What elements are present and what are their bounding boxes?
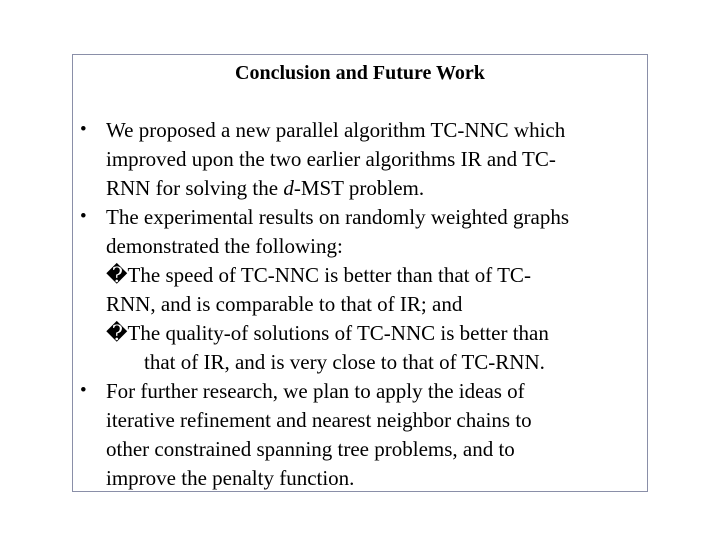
- subitem-marker-icon: �: [106, 263, 128, 287]
- math-variable-d: d: [283, 176, 294, 200]
- bullet-marker: •: [80, 380, 87, 401]
- subitem-1-line-2: RNN, and is comparable to that of IR; and: [106, 292, 463, 316]
- bullet-1-line-3-pre: RNN for solving the: [106, 176, 284, 200]
- subitem-marker-icon: �: [106, 321, 128, 345]
- subitem-2-line-2: that of IR, and is very close to that of TC-RNN.: [144, 350, 545, 374]
- slide-title: Conclusion and Future Work: [235, 62, 485, 84]
- bullet-1-line-3: [106, 174, 424, 202]
- bullet-marker: •: [80, 206, 87, 227]
- bullet-3-line-1: For further research, we plan to apply the ideas of: [106, 379, 525, 403]
- bullet-1-line-1: We proposed a new parallel algorithm TC-NNC which: [106, 118, 566, 142]
- bullet-3-line-3: other constrained spanning tree problems, and to: [106, 437, 515, 461]
- bullet-2-line-1: The experimental results on randomly weighted graphs: [106, 205, 570, 229]
- subitem-1-line-1: �The speed of TC-NNC is better than that of TC-: [106, 263, 531, 287]
- bullet-2-line-2: demonstrated the following:: [106, 234, 343, 258]
- bullet-3-line-2: iterative refinement and nearest neighbor chains to: [106, 408, 532, 432]
- subitem-2-line-1: �The quality-of solutions of TC-NNC is better than: [106, 321, 549, 345]
- bullet-marker: •: [80, 119, 87, 140]
- bullet-1-line-3-post: -MST problem.: [293, 176, 425, 200]
- bullet-3-line-4: improve the penalty function.: [106, 466, 355, 490]
- bullet-1-line-2: improved upon the two earlier algorithms IR and TC-: [106, 147, 556, 171]
